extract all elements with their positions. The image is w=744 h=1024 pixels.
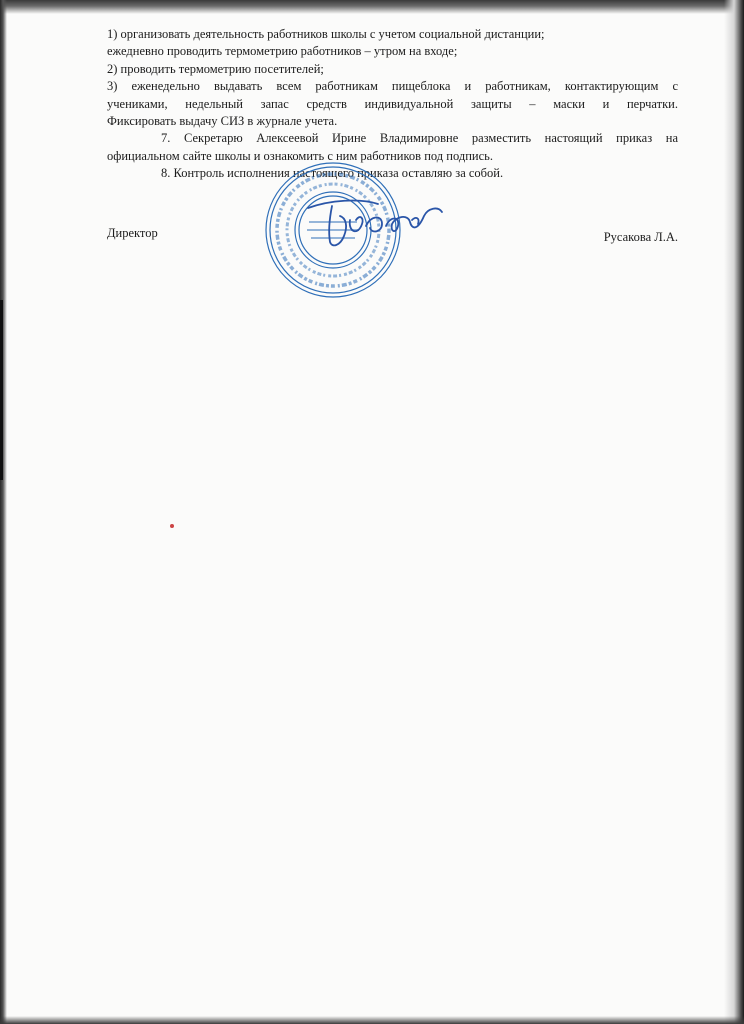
signature-stroke [350,217,363,231]
handwritten-signature [300,186,450,256]
text-line: официальном сайте школы и ознакомить с ним работников под подпись. [107,148,493,163]
scan-edge-top [0,0,744,14]
director-name: Русакова Л.А. [603,230,678,244]
text-line: учениками, недельный запас средств индивидуальной защиты – маски и перчатки. [107,96,678,111]
text-line: 1) организовать деятельность работников школы с учетом социальной дистанции; [107,27,545,41]
text-line: 7. Секретарю Алексеевой Ирине Владимировне разместить настоящий приказ на [161,131,678,146]
text-line: 3) еженедельно выдавать всем работникам пищеблока и работникам, контактирующим с [107,79,678,94]
signature-stroke [329,206,346,245]
signature-stroke [308,201,378,208]
scan-edge-right [724,0,744,1024]
text-line: 8. Контроль исполнения настоящего приказа оставляю за собой. [161,166,504,181]
scan-speck [170,524,174,528]
text-line: ежедневно проводить термометрию работников – утром на входе; [107,44,458,59]
scan-edge-mark [0,300,3,480]
scan-edge-bottom [0,1016,744,1024]
text-line: Фиксировать выдачу СИЗ в журнале учета. [107,114,338,129]
signature-stroke [386,209,442,232]
text-line: 2) проводить термометрию посетителей; [107,61,324,76]
scan-edge-left [0,0,7,1024]
director-title: Директор [107,226,158,240]
signature-stroke [366,217,382,231]
signature-stroke [412,218,419,224]
